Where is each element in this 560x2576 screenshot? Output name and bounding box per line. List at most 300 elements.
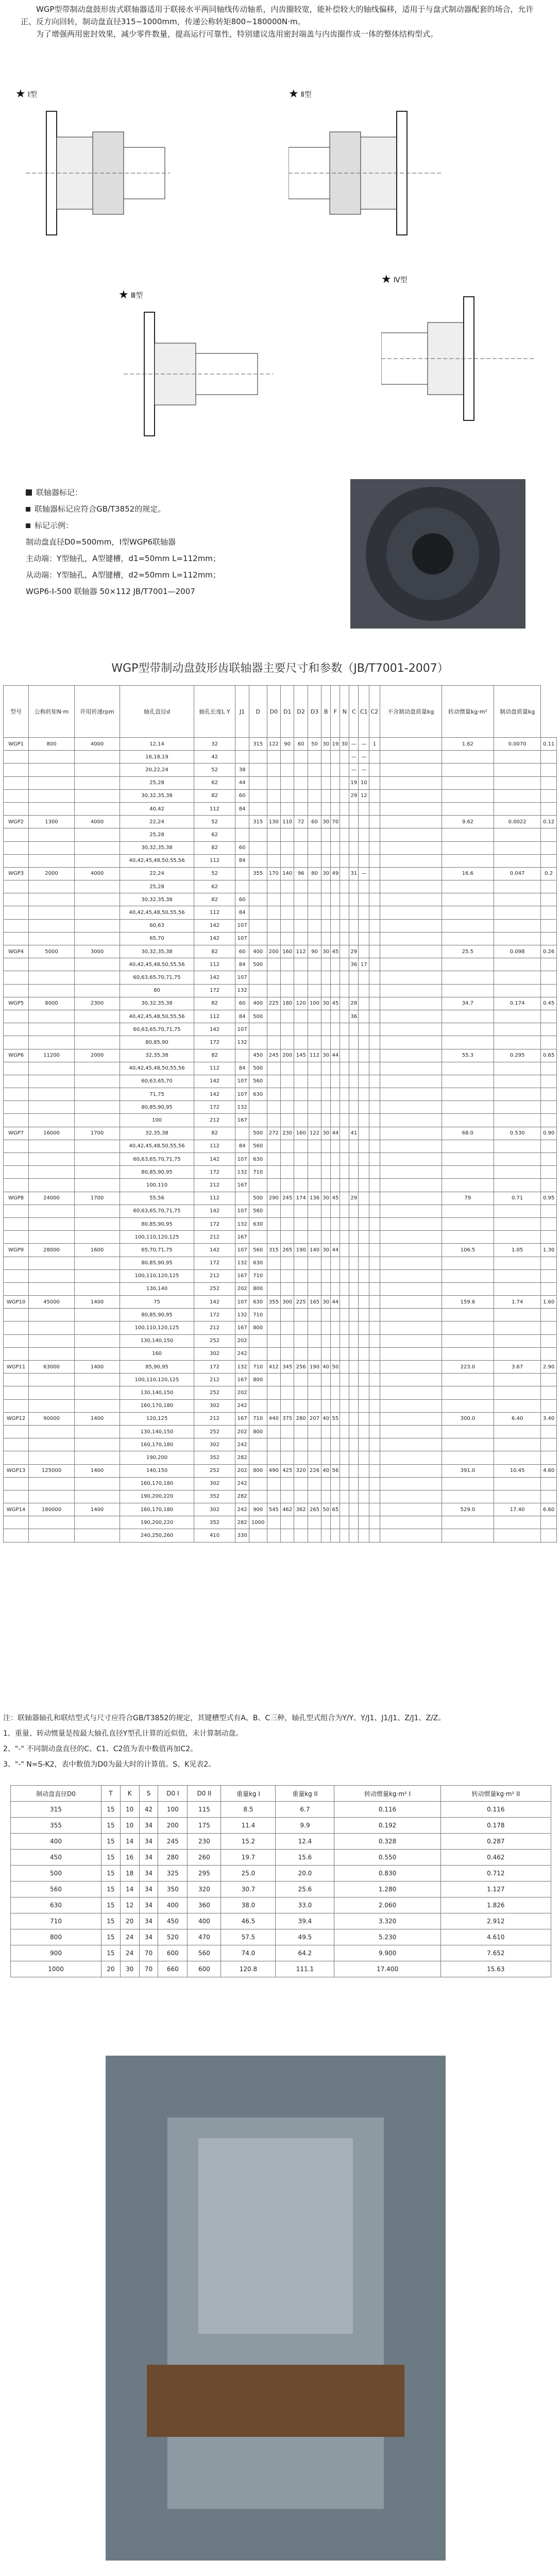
- table-cell: [294, 932, 308, 945]
- table-cell: [369, 1503, 380, 1516]
- table-cell: [541, 1140, 557, 1153]
- table-cell: [359, 1101, 369, 1114]
- table-cell: [369, 854, 380, 867]
- table-cell: [235, 816, 249, 828]
- table-cell: 391.0: [442, 1464, 494, 1477]
- table-cell: 1700: [74, 1127, 120, 1140]
- table-cell: 0.90: [541, 1127, 557, 1140]
- table-cell: [380, 958, 442, 971]
- table-cell: [340, 1347, 349, 1360]
- table-cell: [321, 1490, 331, 1503]
- table-cell: [359, 1374, 369, 1386]
- table-cell: [340, 1114, 349, 1127]
- table-cell: [340, 1412, 349, 1425]
- table-cell: [494, 1140, 541, 1153]
- table-cell: [442, 1309, 494, 1321]
- table-cell: 49.5: [276, 1929, 334, 1945]
- table-cell: [281, 1075, 294, 1088]
- table-cell: [281, 919, 294, 932]
- table-cell: [380, 1114, 442, 1127]
- table-cell: [340, 1321, 349, 1334]
- table-cell: 34: [139, 1818, 158, 1834]
- table-cell: [349, 1153, 359, 1166]
- table-cell: [442, 1477, 494, 1490]
- table-cell: 450: [249, 1049, 267, 1062]
- table-cell: 30,32,35,38: [120, 997, 194, 1010]
- table-cell: [321, 1321, 331, 1334]
- table-cell: [442, 764, 494, 776]
- figure-type-2: ★ Ⅱ型: [289, 88, 453, 242]
- table-cell: 107: [235, 1244, 249, 1257]
- table-cell: 12: [120, 1897, 139, 1913]
- table-cell: 242: [235, 1347, 249, 1360]
- table-cell: [321, 1282, 331, 1295]
- table-cell: [331, 1451, 340, 1464]
- table-cell: [294, 1036, 308, 1049]
- table-cell: 170: [267, 867, 280, 880]
- table-cell: 290: [267, 1192, 280, 1205]
- table-cell: [331, 1140, 340, 1153]
- table-cell: [249, 854, 267, 867]
- table-cell: 65,70,71,75: [120, 1244, 194, 1257]
- table-cell: [369, 1192, 380, 1205]
- table-cell: [541, 1088, 557, 1101]
- intro-paragraph: 为了增强两用密封效果，减少零件数量，提高运行可靠性，特别建议选用密封端盖与内齿圈作成一体的整体结构型式。: [36, 29, 438, 39]
- table-cell: 172: [194, 1036, 235, 1049]
- table-row: [4, 738, 557, 751]
- table-cell: [541, 893, 557, 906]
- table-cell: [541, 1036, 557, 1049]
- table-cell: [331, 1269, 340, 1282]
- table-row: [4, 1062, 557, 1075]
- table-cell: [359, 880, 369, 893]
- table-cell: [308, 1114, 321, 1127]
- table-cell: [294, 802, 308, 815]
- table-cell: [349, 802, 359, 815]
- table-cell: [235, 1127, 249, 1140]
- table-cell: 2.90: [541, 1361, 557, 1374]
- table-cell: [349, 828, 359, 841]
- table-cell: 49: [331, 867, 340, 880]
- table-cell: [294, 1217, 308, 1230]
- table-cell: [541, 1023, 557, 1036]
- table-cell: 242: [235, 1399, 249, 1412]
- table-cell: [29, 1257, 75, 1269]
- table-cell: 132: [235, 1101, 249, 1114]
- table-cell: 200: [281, 1049, 294, 1062]
- table-cell: [308, 1231, 321, 1244]
- table-cell: 84: [235, 854, 249, 867]
- marking-section: [26, 484, 314, 600]
- table-cell: [308, 932, 321, 945]
- table-cell: 265: [281, 1244, 294, 1257]
- table-cell: [267, 1374, 280, 1386]
- table-cell: 500: [249, 1010, 267, 1023]
- table-cell: 60: [235, 789, 249, 802]
- table-cell: [349, 1425, 359, 1438]
- table-cell: [249, 984, 267, 997]
- main-spec-table-wrapper: [3, 685, 557, 1543]
- table-cell: [281, 1334, 294, 1347]
- table-cell: 65,70: [120, 932, 194, 945]
- table-cell: [541, 828, 557, 841]
- table-cell: 560: [11, 1882, 101, 1897]
- table-cell: 11200: [29, 1049, 75, 1062]
- table-cell: 315: [249, 738, 267, 751]
- figure-label: Ⅱ型: [300, 90, 312, 99]
- table-cell: [267, 1205, 280, 1217]
- table-cell: [267, 1477, 280, 1490]
- table-cell: [349, 880, 359, 893]
- table-cell: [74, 1217, 120, 1230]
- table-cell: [369, 1114, 380, 1127]
- table-cell: [321, 1062, 331, 1075]
- table-cell: [331, 1153, 340, 1166]
- table-cell: 242: [235, 1438, 249, 1451]
- table-cell: [267, 802, 280, 815]
- table-cell: [4, 1321, 29, 1334]
- column-header: B: [321, 686, 331, 738]
- marking-line: 主动端：Y型轴孔，A型键槽，d1=50mm L=112mm；: [26, 554, 220, 563]
- table-cell: [369, 1347, 380, 1360]
- table-cell: [308, 1334, 321, 1347]
- table-cell: [29, 1023, 75, 1036]
- table-cell: [380, 1140, 442, 1153]
- table-cell: [321, 984, 331, 997]
- table-cell: [380, 880, 442, 893]
- table-cell: [29, 751, 75, 764]
- table-cell: [369, 1309, 380, 1321]
- table-cell: 44: [331, 1127, 340, 1140]
- table-cell: 15: [101, 1913, 121, 1929]
- table-cell: 40,42,45,48,50,55,56: [120, 854, 194, 867]
- table-cell: 1400: [74, 1412, 120, 1425]
- table-cell: [281, 1257, 294, 1269]
- table-row: [11, 1802, 551, 1818]
- table-cell: 545: [267, 1503, 280, 1516]
- table-cell: [369, 1153, 380, 1166]
- table-cell: 15: [101, 1897, 121, 1913]
- table-cell: [349, 1257, 359, 1269]
- table-cell: [74, 1490, 120, 1503]
- table-cell: 90: [281, 738, 294, 751]
- table-cell: 112: [194, 802, 235, 815]
- table-cell: 0.11: [541, 738, 557, 751]
- table-cell: 24: [120, 1929, 139, 1945]
- table-cell: 1400: [74, 1503, 120, 1516]
- table-cell: 52: [194, 867, 235, 880]
- table-cell: 20: [120, 1913, 139, 1929]
- table-cell: [281, 1269, 294, 1282]
- table-cell: [369, 828, 380, 841]
- table-cell: [442, 906, 494, 919]
- table-cell: [369, 1269, 380, 1282]
- table-cell: 60: [294, 738, 308, 751]
- table-cell: [4, 1477, 29, 1490]
- table-cell: [281, 828, 294, 841]
- table-cell: [380, 1166, 442, 1179]
- table-cell: 3.40: [541, 1412, 557, 1425]
- table-cell: [494, 906, 541, 919]
- table-cell: 71,75: [120, 1088, 194, 1101]
- table-cell: [349, 1451, 359, 1464]
- table-cell: [294, 919, 308, 932]
- table-cell: [4, 1529, 29, 1542]
- table-row: [4, 893, 557, 906]
- table-cell: 57.5: [221, 1929, 276, 1945]
- table-cell: [74, 1101, 120, 1114]
- table-cell: [321, 1347, 331, 1360]
- table-cell: [359, 841, 369, 854]
- table-row: [4, 1516, 557, 1529]
- table-cell: [249, 1451, 267, 1464]
- table-cell: 190,200,220: [120, 1516, 194, 1529]
- table-cell: [308, 971, 321, 984]
- table-cell: [380, 1361, 442, 1374]
- table-cell: [380, 1438, 442, 1451]
- table-cell: [249, 1036, 267, 1049]
- table-cell: [494, 1309, 541, 1321]
- table-cell: 50: [308, 738, 321, 751]
- table-cell: [321, 1438, 331, 1451]
- table-cell: 15: [101, 1850, 121, 1866]
- table-cell: 122: [267, 738, 280, 751]
- table-cell: 4.610: [440, 1929, 551, 1945]
- table-row: [4, 1010, 557, 1023]
- table-cell: [442, 1231, 494, 1244]
- coupling-drawing: [381, 286, 546, 426]
- table-cell: 352: [194, 1490, 235, 1503]
- table-cell: [29, 764, 75, 776]
- table-cell: [294, 1334, 308, 1347]
- column-header: S: [139, 1786, 158, 1802]
- table-cell: [380, 1374, 442, 1386]
- table-row: [11, 1897, 551, 1913]
- table-cell: [267, 1075, 280, 1088]
- table-cell: [494, 828, 541, 841]
- table-cell: [74, 1347, 120, 1360]
- table-cell: [331, 984, 340, 997]
- table-cell: [541, 1309, 557, 1321]
- table-row: [11, 1818, 551, 1834]
- table-cell: [331, 1321, 340, 1334]
- table-cell: [294, 1101, 308, 1114]
- table-cell: [359, 1062, 369, 1075]
- table-cell: [380, 1217, 442, 1230]
- table-cell: 32,35,38: [120, 1049, 194, 1062]
- table-cell: [294, 984, 308, 997]
- table-cell: [321, 776, 331, 789]
- column-header: D0: [267, 686, 280, 738]
- table-cell: [267, 1010, 280, 1023]
- table-cell: [494, 880, 541, 893]
- table-cell: 212: [194, 1231, 235, 1244]
- table-cell: [369, 1166, 380, 1179]
- table-cell: [541, 1334, 557, 1347]
- table-cell: 180000: [29, 1503, 75, 1516]
- table-cell: [267, 751, 280, 764]
- table-cell: 175: [188, 1818, 221, 1834]
- table-cell: [541, 841, 557, 854]
- table-cell: [281, 1477, 294, 1490]
- table-cell: [321, 958, 331, 971]
- table-row: [4, 1386, 557, 1399]
- table-cell: [249, 1179, 267, 1192]
- table-cell: [380, 997, 442, 1010]
- table-cell: [349, 1490, 359, 1503]
- table-cell: [74, 1386, 120, 1399]
- table-cell: [294, 1114, 308, 1127]
- table-cell: [29, 1282, 75, 1295]
- table-cell: [541, 1205, 557, 1217]
- table-cell: 132: [235, 1036, 249, 1049]
- table-cell: [541, 1451, 557, 1464]
- table-cell: [294, 1231, 308, 1244]
- table-cell: 355: [267, 1296, 280, 1309]
- table-cell: [294, 1529, 308, 1542]
- table-cell: 190: [308, 1361, 321, 1374]
- table-cell: [340, 802, 349, 815]
- table-cell: [74, 764, 120, 776]
- table-cell: [442, 1114, 494, 1127]
- table-cell: [281, 1179, 294, 1192]
- table-cell: 115: [188, 1802, 221, 1818]
- table-cell: [541, 776, 557, 789]
- table-cell: [74, 1088, 120, 1101]
- table-cell: 202: [235, 1386, 249, 1399]
- table-cell: 202: [235, 1282, 249, 1295]
- table-cell: [494, 1166, 541, 1179]
- table-cell: [349, 1023, 359, 1036]
- table-cell: 60,63,65,70: [120, 1075, 194, 1088]
- table-cell: [267, 984, 280, 997]
- table-cell: 560: [249, 1075, 267, 1088]
- table-cell: 22,24: [120, 816, 194, 828]
- table-cell: [4, 906, 29, 919]
- table-cell: [249, 1529, 267, 1542]
- table-cell: [340, 1231, 349, 1244]
- table-row: [11, 1929, 551, 1945]
- table-cell: [29, 1309, 75, 1321]
- table-cell: 40,42,45,48,50,55,56: [120, 1140, 194, 1153]
- table-cell: 29: [349, 945, 359, 958]
- table-cell: [494, 1334, 541, 1347]
- table-cell: 600: [158, 1945, 188, 1961]
- table-cell: 84: [235, 958, 249, 971]
- table-cell: [74, 1282, 120, 1295]
- table-cell: [281, 1217, 294, 1230]
- table-cell: 82: [194, 945, 235, 958]
- table-cell: 62: [194, 880, 235, 893]
- table-cell: 84: [235, 802, 249, 815]
- table-cell: [359, 1438, 369, 1451]
- table-cell: [74, 1140, 120, 1153]
- table-cell: [321, 1231, 331, 1244]
- table-cell: 425: [281, 1464, 294, 1477]
- table-cell: [308, 1321, 321, 1334]
- table-cell: 120: [294, 997, 308, 1010]
- table-cell: [74, 1036, 120, 1049]
- table-cell: [494, 1179, 541, 1192]
- table-row: [4, 971, 557, 984]
- table-cell: [281, 1529, 294, 1542]
- column-header: 重量kg II: [276, 1786, 334, 1802]
- table-cell: [74, 1269, 120, 1282]
- table-cell: [494, 1347, 541, 1360]
- table-cell: [74, 1321, 120, 1334]
- table-cell: 20.0: [276, 1866, 334, 1882]
- table-cell: [321, 919, 331, 932]
- table-cell: [4, 958, 29, 971]
- table-cell: 0.295: [494, 1049, 541, 1062]
- table-cell: 4000: [74, 816, 120, 828]
- table-cell: [359, 1412, 369, 1425]
- table-cell: 3.67: [494, 1361, 541, 1374]
- table-cell: [321, 1217, 331, 1230]
- table-cell: [235, 880, 249, 893]
- column-header: 重量kg I: [221, 1786, 276, 1802]
- table-row: [11, 1866, 551, 1882]
- table-cell: 1.826: [440, 1897, 551, 1913]
- table-cell: [442, 1075, 494, 1088]
- table-cell: 330: [235, 1529, 249, 1542]
- table-cell: 440: [267, 1412, 280, 1425]
- table-cell: [294, 1477, 308, 1490]
- table-cell: [359, 1269, 369, 1282]
- table-cell: 40,42,45,48,50,55,56: [120, 958, 194, 971]
- table-cell: [494, 1217, 541, 1230]
- table-cell: [308, 1399, 321, 1412]
- table-row: [4, 764, 557, 776]
- table-cell: 1.62: [442, 738, 494, 751]
- figure-type-1: ★ Ⅰ型: [15, 88, 170, 242]
- table-cell: [380, 1231, 442, 1244]
- table-cell: [349, 906, 359, 919]
- table-cell: [267, 893, 280, 906]
- table-cell: 140,150: [120, 1464, 194, 1477]
- table-cell: [267, 1231, 280, 1244]
- table-cell: [380, 1049, 442, 1062]
- table-row: [11, 1850, 551, 1866]
- column-header: D2: [294, 686, 308, 738]
- table-cell: [74, 1257, 120, 1269]
- table-cell: 40: [321, 1464, 331, 1477]
- table-cell: 4.60: [541, 1464, 557, 1477]
- table-cell: 31: [349, 867, 359, 880]
- table-cell: [369, 867, 380, 880]
- table-cell: 16.6: [442, 867, 494, 880]
- table-cell: [494, 1425, 541, 1438]
- table-cell: [340, 751, 349, 764]
- table-cell: [349, 1244, 359, 1257]
- marking-rule: 联轴器标记应符合GB/T3852的规定。: [35, 504, 166, 514]
- table-cell: [321, 828, 331, 841]
- table-cell: [541, 1075, 557, 1088]
- table-cell: [4, 802, 29, 815]
- table-cell: 30: [321, 867, 331, 880]
- table-cell: [541, 802, 557, 815]
- table-cell: [267, 1257, 280, 1269]
- table-cell: [267, 764, 280, 776]
- table-cell: [349, 1386, 359, 1399]
- table-cell: [442, 1166, 494, 1179]
- table-cell: [369, 1490, 380, 1503]
- column-header: C2: [369, 686, 380, 738]
- table-cell: [369, 945, 380, 958]
- table-cell: [340, 1036, 349, 1049]
- table-cell: [340, 932, 349, 945]
- column-header: 型号: [4, 686, 29, 738]
